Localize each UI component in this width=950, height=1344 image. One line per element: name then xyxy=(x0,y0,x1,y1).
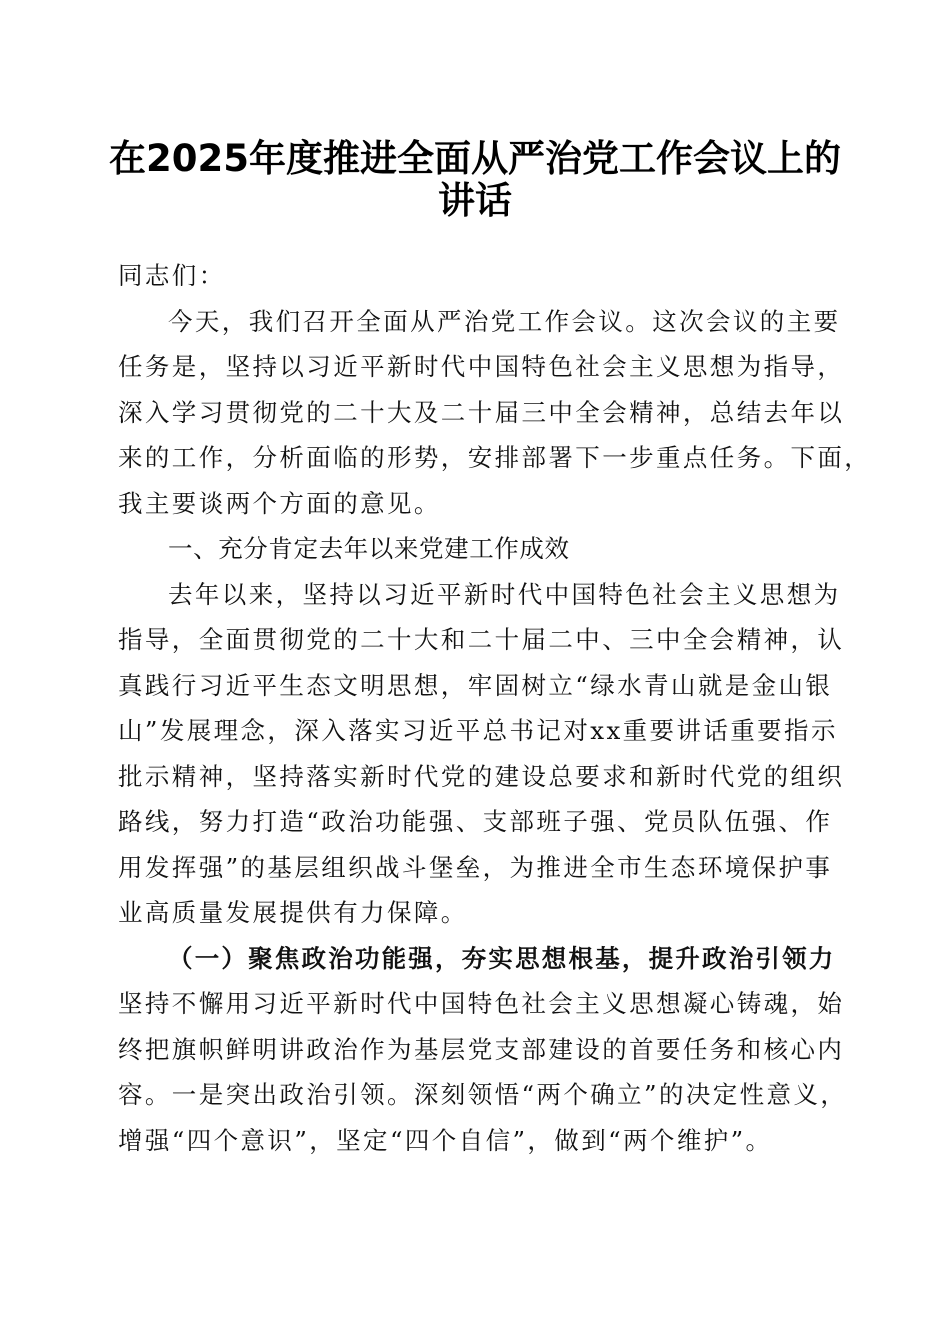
salutation: 同志们： xyxy=(118,261,226,290)
document-body xyxy=(118,253,872,1163)
paragraph-line: 今天，我们召开全面从严治党工作会议。这次会议的主要 xyxy=(168,306,841,336)
document-title xyxy=(95,138,855,222)
subsection-heading: （一）聚焦政治功能强，夯实思想根基，提升政治引领力 xyxy=(168,943,836,973)
paragraph-line: 来的工作，分析面临的形势，安排部署下一步重点任务。下面， xyxy=(118,443,872,472)
paragraph-line: 指导，全面贯彻党的二十大和二十届二中、三中全会精神，认 xyxy=(118,625,845,654)
paragraph-line: 山”发展理念，深入落实习近平总书记对xx重要讲话重要指示 xyxy=(118,716,838,745)
paragraph-line: 我主要谈两个方面的意见。 xyxy=(118,488,441,518)
paragraph-line: 容。一是突出政治引领。深刻领悟“两个确立”的决定性意义， xyxy=(118,1080,848,1109)
paragraph-line: 用发挥强”的基层组织战斗堡垒，为推进全市生态环境保护事 xyxy=(118,852,833,882)
paragraph-line: 去年以来，坚持以习近平新时代中国特色社会主义思想为 xyxy=(168,579,841,609)
paragraph-line: 路线，努力打造“政治功能强、支部班子强、党员队伍强、作 xyxy=(118,807,833,836)
paragraph-line: 增强“四个意识”，坚定“四个自信”，做到“两个维护”。 xyxy=(118,1125,773,1155)
title-line-1: 在2025年度推进全面从严治党工作会议上的 xyxy=(109,137,841,180)
paragraph-line: 批示精神，坚持落实新时代党的建设总要求和新时代党的组织 xyxy=(118,761,845,791)
section-heading: 一、充分肯定去年以来党建工作成效 xyxy=(168,534,570,563)
title-line-2: 讲话 xyxy=(438,179,512,222)
paragraph-line: 坚持不懈用习近平新时代中国特色社会主义思想凝心铸魂，始 xyxy=(118,989,845,1018)
paragraph-line: 真践行习近平生态文明思想，牢固树立“绿水青山就是金山银 xyxy=(118,670,833,700)
paragraph-line: 任务是，坚持以习近平新时代中国特色社会主义思想为指导， xyxy=(118,352,845,381)
paragraph-line: 深入学习贯彻党的二十大及二十届三中全会精神，总结去年以 xyxy=(118,397,845,427)
paragraph-line: 终把旗帜鲜明讲政治作为基层党支部建设的首要任务和核心内 xyxy=(118,1034,845,1064)
paragraph-line: 业高质量发展提供有力保障。 xyxy=(118,898,468,927)
